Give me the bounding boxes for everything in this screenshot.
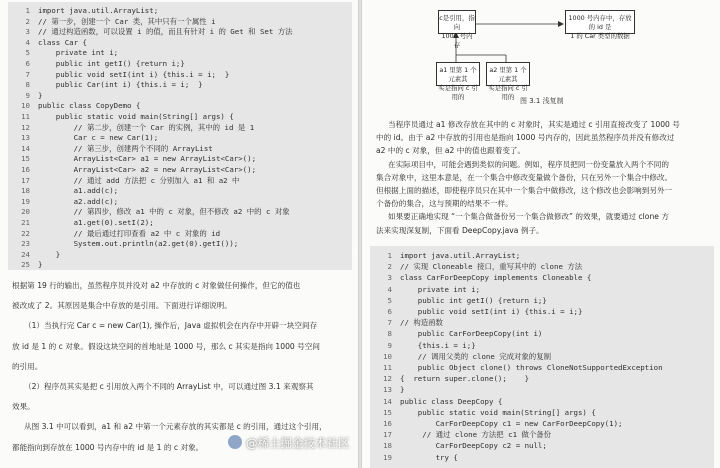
code-line <box>370 418 622 429</box>
diagram-box-a2-element <box>486 62 530 101</box>
code-line <box>8 143 213 154</box>
text-line: （1）当执行完 Car c = new Car(1), 操作后，Java 虚拟机会在内存中开辟一块空间存 <box>24 321 318 331</box>
code-text: public void setI(int i) {this.i = i;} <box>400 307 583 316</box>
line-number: 16 <box>21 165 30 174</box>
line-number: 3 <box>25 27 30 37</box>
line-number: 17 <box>383 430 392 440</box>
code-text: // 构造函数 <box>400 318 443 328</box>
line-number: 12 <box>383 374 392 384</box>
text-line: 都能指向到存放在 1000 号内存中的 id 是 1 的 c 对象。 <box>12 442 204 452</box>
code-text: a1.get(0).setI(2); <box>38 218 154 227</box>
code-line <box>370 396 502 407</box>
text-line: 但根据上面的描述，即使程序员只在其中一个集合中做修改，这个修改也会影响到另外一 <box>376 186 673 195</box>
code-line <box>8 249 60 260</box>
line-number: 1 <box>25 6 30 15</box>
code-line <box>370 272 591 283</box>
code-text: {this.i = i;} <box>400 340 476 350</box>
line-number: 4 <box>25 37 30 47</box>
code-line <box>8 238 238 249</box>
code-line <box>8 111 234 122</box>
code-line <box>8 164 256 175</box>
code-text: System.out.println(a2.get(0).getI()); <box>38 239 239 249</box>
diagram-box-line: 1000 号内存 <box>441 32 473 49</box>
watermark-text: @稀土掘金技术社区 <box>246 436 350 450</box>
code-text: public void setI(int i) {this.i = i; } <box>38 69 230 79</box>
line-number: 24 <box>21 249 30 259</box>
diagram-box-a1-element <box>436 62 480 101</box>
left-page <box>0 0 358 468</box>
line-number: 19 <box>21 196 30 206</box>
figure-caption: 图 3.1 浅复制 <box>520 97 564 105</box>
code-text: a1.add(c); <box>38 186 119 196</box>
code-text: ArrayList<Car> a2 = new ArrayList<Car>(); <box>38 165 257 174</box>
diagram-box-line: 1000 号内存中，存放的 id 是 <box>568 14 632 31</box>
code-line <box>8 100 140 111</box>
text-line: 中的 id。由于 a2 中存放的引用也是指向 1000 号内存的，因此虽然程序员并没有修改过 <box>376 133 675 143</box>
code-text: public Car(int i) {this.i = i; } <box>38 80 203 90</box>
line-number: 13 <box>383 385 392 395</box>
line-number: 6 <box>25 59 30 68</box>
code-line <box>8 259 42 270</box>
text-line: （2）程序员其实是把 c 引用放入两个不同的 ArrayList 中，可以通过图 3.1 来观察其 <box>24 382 314 391</box>
line-number: 9 <box>25 90 30 100</box>
code-text: ArrayList<Car> a1 = new ArrayList<Car>(); <box>38 154 257 164</box>
code-line <box>370 250 520 261</box>
line-number: 16 <box>383 419 392 428</box>
text-line: 的引用。 <box>12 361 43 371</box>
text-line: 个备份的集合，这与预期的结果不一样。 <box>376 199 513 209</box>
code-line <box>8 79 203 90</box>
line-number: 18 <box>21 186 30 196</box>
code-text: // 调用父类的 clone 完成对象的复制 <box>400 351 551 361</box>
diagram-box-line: a2 里第 1 个元素其 <box>489 66 527 83</box>
watermark <box>228 435 350 451</box>
text-line: 在实际项目中，可能会遇到类似的问题。例如，程序员把同一份变量放入两个不同的 <box>388 159 669 169</box>
code-text: public CarForDeepCopy(int i) <box>400 329 543 339</box>
code-text: // 实现 Cloneable 接口，重写其中的 clone 方法 <box>400 262 583 272</box>
diagram-box-line: 实是指向 c 引用的 <box>488 84 528 101</box>
code-line <box>370 407 596 418</box>
code-text: a2.add(c); <box>38 196 119 206</box>
code-line <box>370 295 547 306</box>
line-number: 14 <box>383 396 392 406</box>
code-text: Car c = new Car(1); <box>38 133 159 143</box>
code-line <box>370 340 476 351</box>
code-line <box>8 69 229 80</box>
line-number: 8 <box>387 329 392 339</box>
code-line <box>8 132 158 143</box>
line-number: 7 <box>387 318 392 328</box>
code-line <box>8 5 158 16</box>
code-line <box>370 317 443 328</box>
code-text: public class CopyDemo { <box>38 101 141 111</box>
code-text: // 第四步，修改 a1 中的 c 对象，但不修改 a2 中的 c 对象 <box>38 207 290 217</box>
text-line: 根据第 19 行的输出，虽然程序员并没对 a2 中存放的 c 对象做任何操作，但它的值也 <box>12 281 301 290</box>
diagram-box-line: 实是指向 c 引用的 <box>438 84 478 101</box>
line-number: 6 <box>387 307 392 316</box>
text-line: a2 中的 c 对象，但 a2 中的值也跟着变了。 <box>376 146 526 156</box>
text-line: 被改成了 2。其原因是集合中存放的是引用。下面进行详细说明。 <box>12 301 232 311</box>
line-number: 3 <box>387 273 392 283</box>
code-text: class CarForDeepCopy implements Cloneable { <box>400 273 592 283</box>
line-number: 9 <box>387 340 392 350</box>
code-line <box>370 373 529 384</box>
line-number: 22 <box>21 228 30 238</box>
code-text: // 第二步，创建一个 Car 的实例，其中的 id 是 1 <box>38 122 255 132</box>
line-number: 23 <box>21 239 30 249</box>
community-logo-icon <box>228 435 242 449</box>
line-number: 19 <box>383 452 392 462</box>
code-line <box>8 185 118 196</box>
line-number: 11 <box>383 363 392 372</box>
code-text: // 最后通过打印查看 a2 中 c 对象的 id <box>38 228 221 238</box>
code-text: class Car { <box>38 37 87 47</box>
line-number: 14 <box>21 143 30 153</box>
code-text: } <box>38 90 43 100</box>
line-number: 5 <box>25 48 30 58</box>
code-text: public class DeepCopy { <box>400 396 503 406</box>
line-number: 5 <box>387 295 392 305</box>
text-line: 如果要正确地实现 “一个集合做备份另一个集合做修改” 的效果，就要通过 clone 方 <box>388 212 669 222</box>
diagram-box-line: 1 的 Car 类型的数据 <box>570 32 630 40</box>
line-number: 11 <box>21 112 30 121</box>
code-text: try { <box>400 452 458 462</box>
right-page <box>362 0 720 468</box>
code-text: // 通过构造函数，可以设置 i 的值，而且有针对 i 的 Get 和 Set 方法 <box>38 27 293 37</box>
text-line: 集合对象中，这里本意是，在一个集合中修改变量做个备份，只在另外一个集合中修改。 <box>376 172 673 182</box>
code-text: public static void main(String[] args) { <box>400 407 596 417</box>
code-line <box>8 153 256 164</box>
code-line <box>370 362 663 373</box>
line-number: 12 <box>21 122 30 132</box>
line-number: 17 <box>21 175 30 185</box>
text-line: 从图 3.1 中可以看到，a1 和 a2 中第一个元素存放的其实都是 c 的引用，通过这个引用， <box>24 422 327 432</box>
line-number: 2 <box>25 16 30 26</box>
code-line <box>8 228 220 239</box>
line-number: 1 <box>387 251 392 260</box>
code-line <box>8 47 118 58</box>
code-line <box>8 196 118 207</box>
line-number: 2 <box>387 262 392 272</box>
code-line <box>370 306 582 317</box>
text-line: 当程序员通过 a1 修改存放在其中的 c 对象时，其实是通过 c 引用直接改变了 1000 号 <box>388 120 680 129</box>
code-line <box>370 261 582 272</box>
code-listing-copydemo <box>8 2 352 270</box>
code-text: import java.util.ArrayList; <box>400 251 521 260</box>
code-text: private int i; <box>400 284 481 294</box>
code-text: public int getI() {return i;} <box>400 295 547 305</box>
line-number: 25 <box>21 260 30 270</box>
code-line <box>370 440 547 451</box>
code-listing-deepcopy <box>370 246 714 468</box>
code-line <box>8 37 87 48</box>
code-line <box>8 217 154 228</box>
code-text: public int getI() {return i;} <box>38 59 185 68</box>
line-number: 7 <box>25 69 30 79</box>
code-line <box>370 328 542 339</box>
code-text: } <box>400 385 405 395</box>
line-number: 13 <box>21 133 30 143</box>
code-line <box>8 26 293 37</box>
text-line: 法来实现深复制，下面看 DeepCopy.java 例子。 <box>376 225 544 235</box>
code-line <box>8 122 254 133</box>
code-line <box>370 284 480 295</box>
code-text: // 通过 clone 方法把 c1 做个备份 <box>400 430 552 440</box>
line-number: 15 <box>21 154 30 164</box>
code-line <box>370 452 458 463</box>
line-number: 10 <box>21 101 30 111</box>
code-line <box>8 58 185 69</box>
code-text: CarForDeepCopy c1 = new CarForDeepCopy(1); <box>400 419 623 428</box>
line-number: 10 <box>383 351 392 361</box>
line-number: 15 <box>383 407 392 417</box>
line-number: 21 <box>21 218 30 227</box>
line-number: 20 <box>21 207 30 217</box>
code-line <box>8 90 42 101</box>
code-text: private int i; <box>38 48 119 58</box>
code-text: // 第三步，创建两个不同的 ArrayList <box>38 143 213 153</box>
code-line <box>8 16 216 27</box>
text-line: 效果。 <box>12 402 35 412</box>
code-text: // 通过 add 方法把 c 分别加入 a1 和 a2 中 <box>38 175 240 185</box>
code-text: CarForDeepCopy c2 = null; <box>400 441 547 451</box>
line-number: 4 <box>387 284 392 294</box>
diagram-box-memory-1000 <box>565 10 635 40</box>
code-text: // 第一步，创建一个 Car 类，其中只有一个属性 i <box>38 16 216 26</box>
line-number: 18 <box>383 441 392 451</box>
diagram-box-line: a1 里第 1 个元素其 <box>439 66 477 83</box>
code-text: } <box>38 249 61 259</box>
diagram-box-c-reference <box>438 10 476 49</box>
diagram-box-line: c是引用，指向 <box>439 14 475 31</box>
code-text: public Object clone() throws CloneNotSupportedException <box>400 363 663 372</box>
code-text: import java.util.ArrayList; <box>38 6 159 15</box>
code-line <box>370 384 404 395</box>
code-text: } <box>38 260 43 270</box>
code-line <box>8 175 239 186</box>
code-line <box>370 351 551 362</box>
code-line <box>8 206 290 217</box>
code-text: public static void main(String[] args) { <box>38 112 234 121</box>
text-line: 放 id 是 1 的 c 对象。假设这块空间的首地址是 1000 号，那么 c 其实是指向 1000 号空间 <box>12 341 320 351</box>
line-number: 8 <box>25 80 30 90</box>
code-text: { return super.clone(); } <box>400 374 530 384</box>
code-line <box>370 429 551 440</box>
